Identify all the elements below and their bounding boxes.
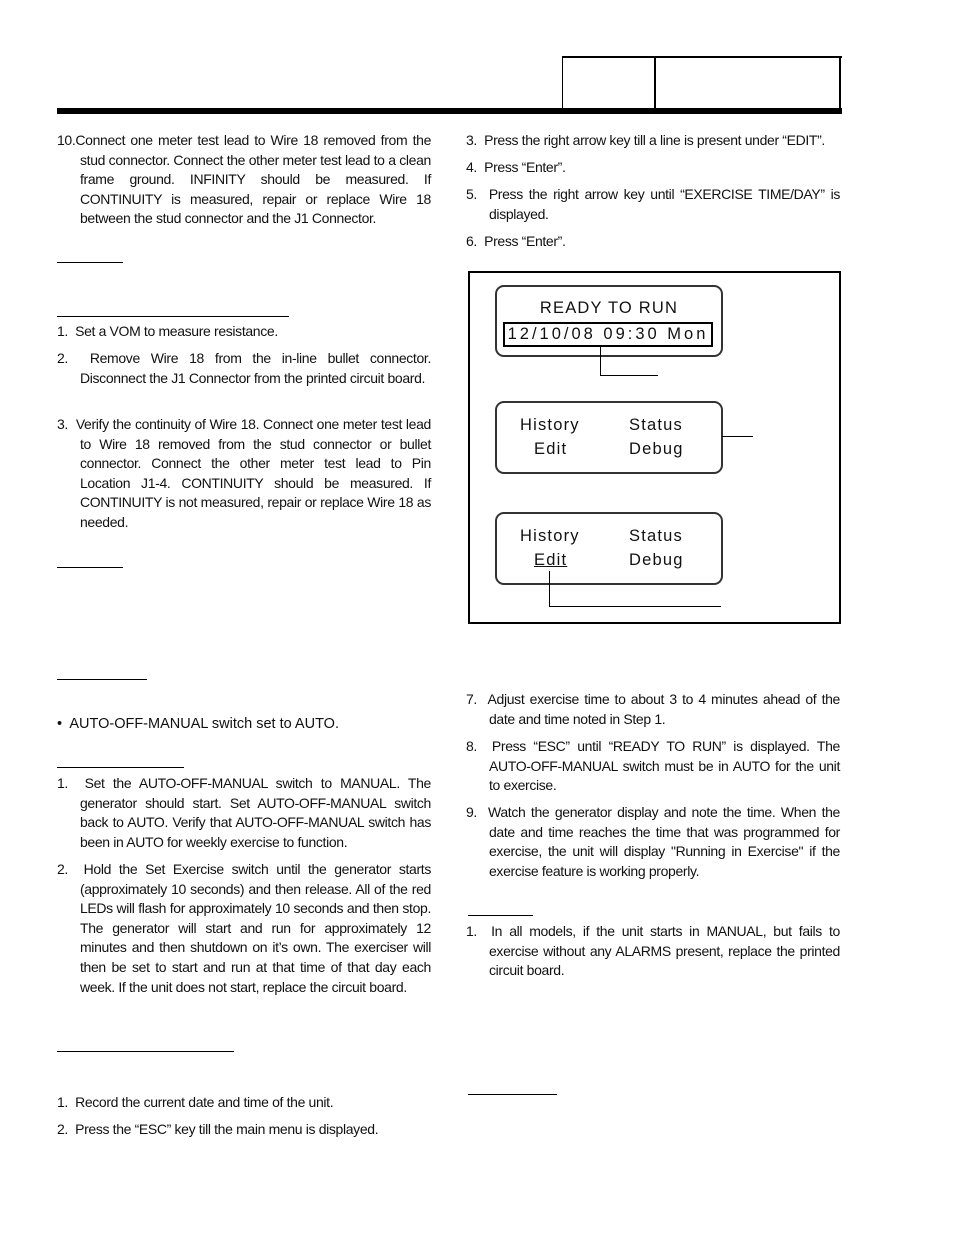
- menu-status: Status: [629, 527, 683, 545]
- menu-edit: Edit: [534, 440, 568, 458]
- heading-rule: [57, 1051, 234, 1052]
- menu-debug: Debug: [629, 551, 684, 569]
- list-item: 5. Press the right arrow key until “EXERCISE TIME/DAY” is displayed.: [466, 186, 840, 222]
- header-box-top: [562, 56, 842, 58]
- lcd-display-menu-edit-selected: [495, 512, 723, 585]
- menu-history: History: [520, 416, 580, 434]
- heading-rule: [468, 1094, 557, 1095]
- list-item: 8. Press “ESC” until “READY TO RUN” is displayed. The AUTO-OFF-MANUAL switch must be in AUTO for the unit to exercise.: [466, 738, 840, 794]
- callout-line: [549, 571, 550, 607]
- list-item: 7. Adjust exercise time to about 3 to 4 minutes ahead of the date and time noted in Step 1.: [466, 691, 840, 727]
- callout-line: [549, 606, 721, 607]
- lcd-display-ready: [495, 285, 723, 357]
- list-item: 6. Press “Enter”.: [466, 233, 566, 249]
- step-10: 10.Connect one meter test lead to Wire 18 removed from the stud connector. Connect the other meter test lead to a clean frame ground. INFINITY should be measured. If CONTINUITY is measured, repair or replace Wire 18 between the stud connector and the J1 Connector.: [57, 132, 431, 227]
- header-box-divider: [562, 56, 563, 110]
- list-item: 1. Set the AUTO-OFF-MANUAL switch to MANUAL. The generator should start. Set AUTO-OFF-MANUAL switch back to AUTO. Verify that AUTO-OFF-MANUAL switch has been in AUTO for weekly exercise to function.: [57, 775, 431, 850]
- heading-rule: [57, 316, 289, 317]
- list-item: 9. Watch the generator display and note the time. When the date and time reaches the time that was programmed for exercise, the unit will display "Running in Exercise" if the exercise feature is working properly.: [466, 804, 840, 879]
- list-item: 1. In all models, if the unit starts in MANUAL, but fails to exercise without any ALARMS present, replace the printed circuit board.: [466, 923, 840, 979]
- menu-status: Status: [629, 416, 683, 434]
- list-item: 2. Hold the Set Exercise switch until the generator starts (approximately 10 seconds) and then release. All of the red LEDs will flash for approximately 10 seconds and then stop. The generator will start and run for approximately 12 minutes and then shutdown on it’s own. The exerciser will then be set to start and run at that time of that day each week. If the unit does not start, replace the circuit board.: [57, 861, 431, 995]
- heading-rule: [57, 567, 123, 568]
- list-item: 3. Verify the continuity of Wire 18. Connect one meter test lead to Wire 18 removed from the stud connector or bullet connector. Connect the other meter test lead to Pin Location J1-4. CONTINUITY should be measured. If CONTINUITY is not measured, repair or replace Wire 18 as needed.: [57, 416, 431, 530]
- heading-rule: [468, 915, 533, 916]
- heading-rule: [57, 679, 147, 680]
- header-box-divider: [839, 56, 841, 110]
- list-item: 3. Press the right arrow key till a line is present under “EDIT”.: [466, 132, 825, 148]
- header-rule: [57, 108, 842, 114]
- lcd-line-2-date: 12/10/08 09:30 Mon: [503, 322, 713, 347]
- callout-line: [600, 347, 601, 376]
- menu-edit-underlined: Edit: [534, 551, 568, 569]
- header-box-divider: [654, 56, 656, 110]
- lcd-line-1: READY TO RUN: [539, 299, 679, 317]
- list-item: 4. Press “Enter”.: [466, 159, 566, 175]
- list-item: 1. Record the current date and time of the unit.: [57, 1094, 334, 1110]
- list-item: 2. Remove Wire 18 from the in-line bullet connector. Disconnect the J1 Connector from the printed circuit board.: [57, 350, 431, 386]
- callout-line: [600, 375, 658, 376]
- list-item: 1. Set a VOM to measure resistance.: [57, 323, 278, 339]
- callout-line: [722, 436, 753, 437]
- lcd-display-menu: [495, 401, 723, 474]
- list-item: 2. Press the “ESC” key till the main menu is displayed.: [57, 1121, 379, 1137]
- bullet-item: • AUTO-OFF-MANUAL switch set to AUTO.: [57, 716, 339, 732]
- heading-rule: [57, 262, 123, 263]
- heading-rule: [57, 767, 184, 768]
- menu-debug: Debug: [629, 440, 684, 458]
- menu-history: History: [520, 527, 580, 545]
